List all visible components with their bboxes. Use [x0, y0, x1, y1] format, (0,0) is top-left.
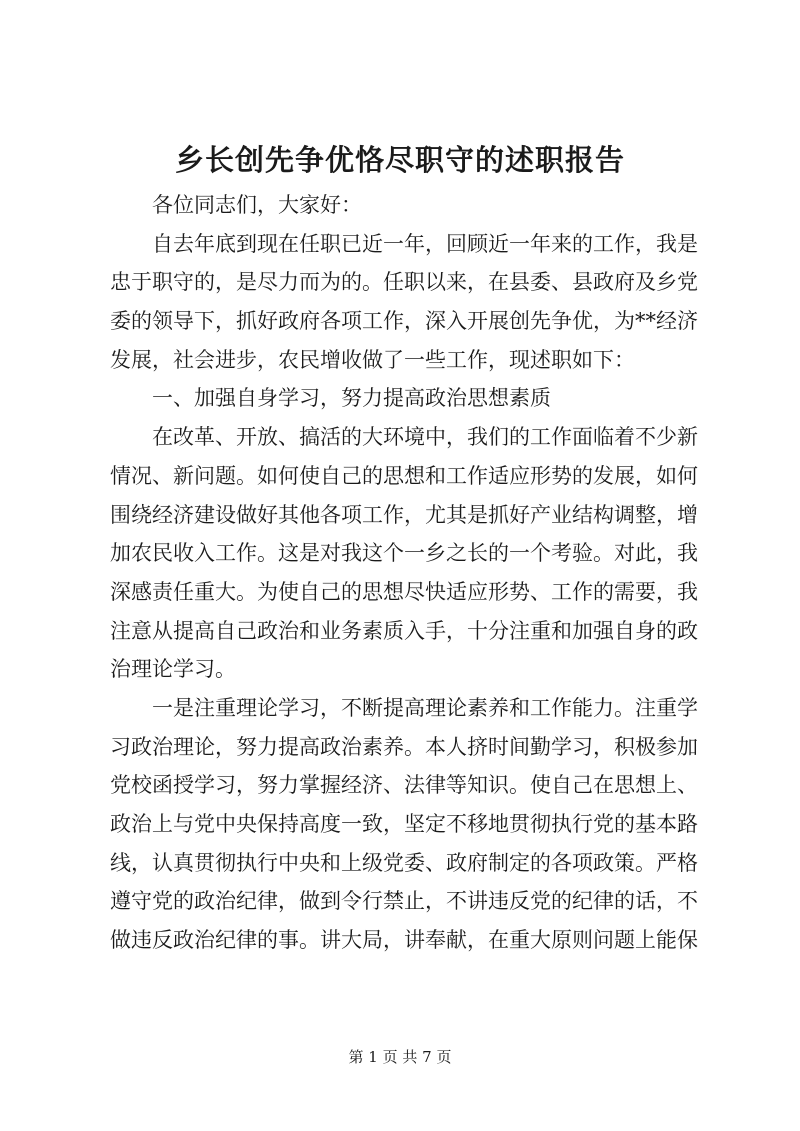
- paragraph-line: 一是注重理论学习，不断提高理论素养和工作能力。注重学: [152, 695, 698, 720]
- paragraph-line: 政治上与党中央保持高度一致，坚定不移地贯彻执行党的基本路: [110, 812, 698, 836]
- paragraph-line: 习政治理论，努力提高政治素养。本人挤时间勤学习，积极参加: [110, 734, 698, 759]
- paragraph-line: 治理论学习。: [110, 657, 236, 682]
- paragraph-line: 线，认真贯彻执行中央和上级党委、政府制定的各项政策。严格: [110, 850, 698, 875]
- section-heading: 一、加强自身学习，努力提高政治思想素质: [152, 386, 551, 411]
- paragraph-line: 在改革、开放、搞活的大环境中，我们的工作面临着不少新: [152, 425, 698, 450]
- greeting-line: 各位同志们，大家好：: [152, 193, 362, 217]
- paragraph-line: 党校函授学习，努力掌握经济、法律等知识。使自己在思想上、: [110, 773, 698, 798]
- theory-study-paragraph: [110, 689, 710, 960]
- paragraph-line: 做违反政治纪律的事。讲大局，讲奉献，在重大原则问题上能保: [110, 928, 698, 953]
- page-footer: 第 1 页 共 7 页: [348, 1048, 452, 1066]
- intro-paragraph: [110, 225, 710, 380]
- context-paragraph: [110, 418, 710, 689]
- paragraph-line: 加农民收入工作。这是对我这个一乡之长的一个考验。对此，我: [110, 541, 698, 566]
- paragraph-line: 围绕经济建设做好其他各项工作，尤其是抓好产业结构调整，增: [110, 502, 698, 527]
- section-heading-paragraph: [110, 379, 710, 418]
- greeting-paragraph: [110, 186, 710, 225]
- paragraph-line: 遵守党的政治纪律，做到令行禁止，不讲违反党的纪律的话，不: [110, 889, 698, 914]
- paragraph-line: 忠于职守的，是尽力而为的。任职以来，在县委、县政府及乡党: [110, 270, 698, 295]
- paragraph-line: 自去年底到现在任职已近一年，回顾近一年来的工作，我是: [152, 231, 698, 256]
- paragraph-line: 注意从提高自己政治和业务素质入手，十分注重和加强自身的政: [110, 618, 698, 643]
- paragraph-line: 委的领导下，抓好政府各项工作，深入开展创先争优，为**经济: [110, 309, 698, 334]
- document-body: [110, 186, 710, 960]
- paragraph-line: 情况、新问题。如何使自己的思想和工作适应形势的发展，如何: [110, 463, 698, 488]
- paragraph-line: 深感责任重大。为使自己的思想尽快适应形势、工作的需要，我: [110, 579, 698, 604]
- document-title: 乡长创先争优恪尽职守的述职报告: [174, 143, 625, 177]
- paragraph-line: 发展，社会进步，农民增收做了一些工作，现述职如下：: [110, 347, 635, 372]
